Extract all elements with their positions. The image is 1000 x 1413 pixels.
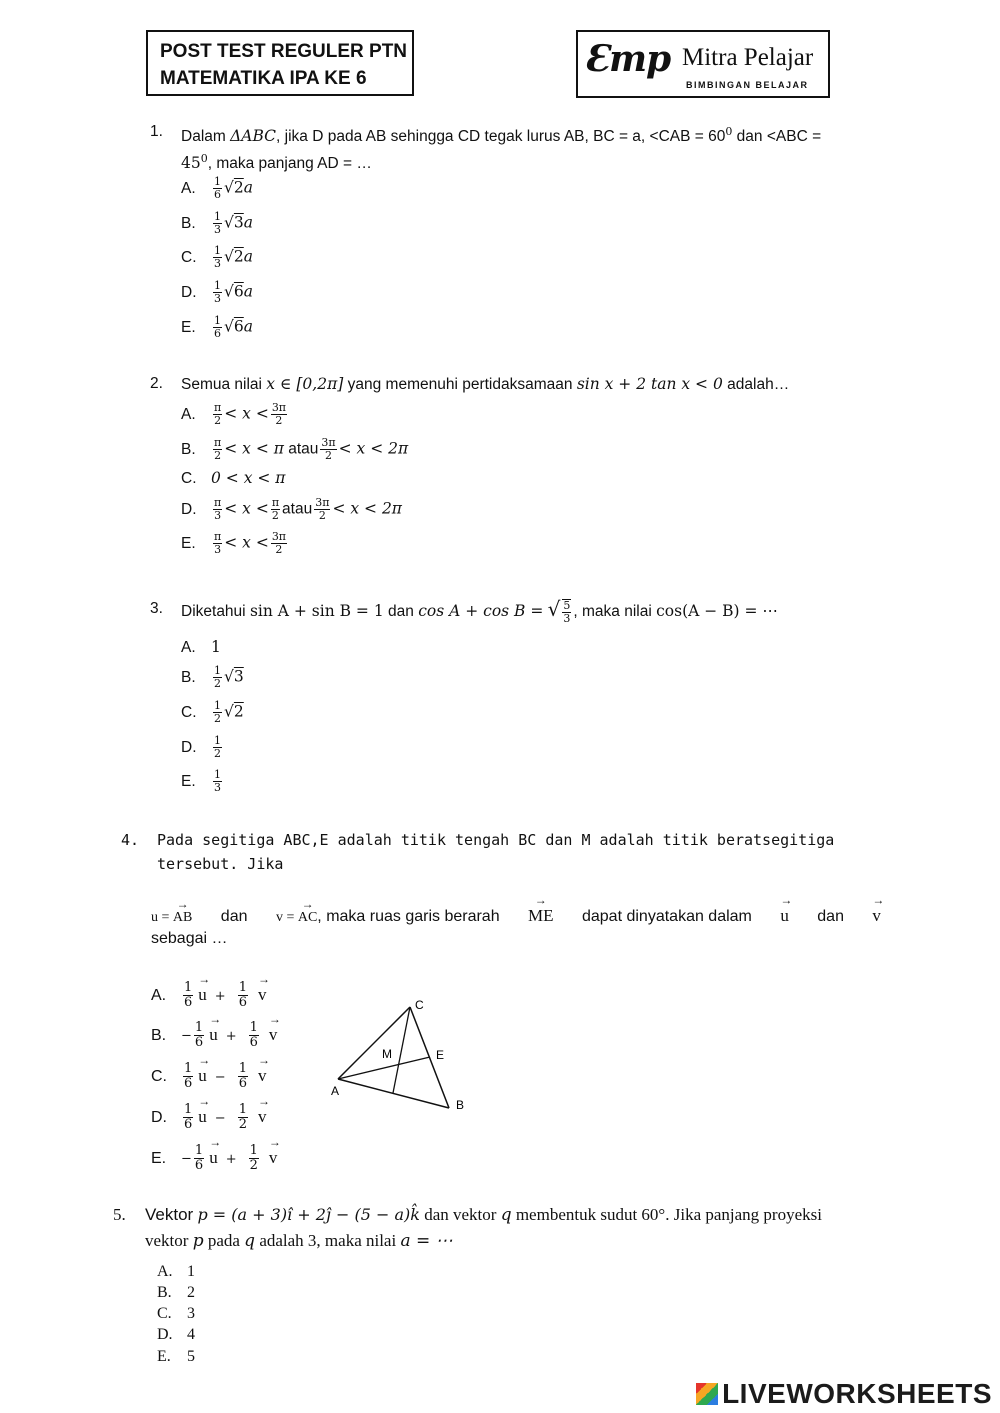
q3-math: sin A + sin B = 1 [249, 602, 384, 620]
q4-option-c[interactable]: C. $\frac{1}{6}$ → u − $\frac{1}{6}$ → v [151, 1062, 266, 1091]
question-number: 3. [150, 600, 163, 617]
q2-option-d[interactable]: D. $\frac{\pi}{3}$ < x < $\frac{\pi}{2}$ atau $\frac{3\pi}{2}$ < x < 2π [181, 496, 402, 522]
question-number: 4. [121, 831, 140, 849]
q3-math: cos A + cos B = [418, 602, 544, 620]
question-number: 2. [150, 375, 163, 392]
q5-option-e[interactable]: E. 5 [157, 1348, 195, 1365]
q1-text: , maka panjang AD = … [207, 155, 372, 173]
q1-abc: ΔABC [230, 127, 277, 146]
q3-option-e[interactable]: E. $\frac{1}{3}$ [181, 768, 221, 794]
q1-text: Dalam [181, 128, 231, 146]
title-line-2: MATEMATIKA IPA KE 6 [160, 68, 367, 89]
q2-option-c[interactable]: C. 0 < x < π [181, 469, 286, 487]
q3-option-a[interactable]: A. 1 [181, 638, 221, 656]
q1-text: dan <ABC = [732, 128, 822, 146]
q1-option-a[interactable]: A. $\frac{1}{6}$ √2a [181, 175, 254, 201]
sqrt-sign: √ [547, 597, 561, 621]
question-1 [150, 121, 850, 175]
q2-option-b[interactable]: B. $\frac{\pi}{2}$ < x < π atau $\frac{3\pi}{2}$ < x < 2π [181, 436, 409, 462]
q2-text: yang memenuhi pertidaksamaan [343, 376, 577, 393]
q3-text: , maka nilai [573, 603, 657, 620]
q1-text: , jika D pada AB sehingga CD tegak lurus AB, BC = a, <CAB = 60 [276, 128, 726, 146]
q1-option-d[interactable]: D. $\frac{1}{3}$ √6a [181, 279, 254, 305]
q3-option-d[interactable]: D. $\frac{1}{2}$ [181, 734, 221, 760]
q4-text: sebagai … [151, 930, 228, 947]
question-2 [150, 373, 870, 396]
q4-option-e[interactable]: E. − $\frac{1}{6}$ → u + $\frac{1}{2}$ → v [151, 1144, 277, 1173]
q5-option-c[interactable]: C. 3 [157, 1305, 195, 1322]
logo [576, 30, 830, 98]
q2-text: Semua nilai [181, 376, 267, 393]
q3-text: Diketahui [181, 603, 250, 620]
question-3: 3. Diketahui sin A + sin B = 1 dan cos A + cos B = √ $\frac{5}{3}$ , maka nilai cos(A − B) = ⋯ [150, 597, 778, 625]
q3-option-b[interactable]: B. $\frac{1}{2}$ √3 [181, 664, 244, 690]
q1-degree: 0 [725, 125, 733, 138]
liveworksheets-icon [696, 1383, 718, 1405]
q1-value: 45 [181, 154, 201, 173]
q3-option-c[interactable]: C. $\frac{1}{2}$ √2 [181, 699, 244, 725]
q2-math: x ∈ [0,2π] [266, 375, 344, 393]
label-m: M [382, 1047, 392, 1061]
q4-text: tersebut. Jika [157, 855, 284, 873]
question-5: 5. Vektor p = (a + 3)î + 2ĵ − (5 − a)k̂ dan vektor q membentuk sudut 60°. Jika panjang proyeksi vektor p pada q adalah 3, maka nilai a = ⋯ [113, 1202, 893, 1254]
q1-option-e[interactable]: E. $\frac{1}{6}$ √6a [181, 314, 254, 340]
triangle-diagram [325, 995, 475, 1120]
q5-option-a[interactable]: A. 1 [157, 1263, 195, 1280]
logo-script: Ɛmp [584, 38, 671, 80]
q5-option-b[interactable]: B. 2 [157, 1284, 195, 1301]
question-number: 5. [113, 1205, 126, 1224]
q2-math: sin x + 2 tan x < 0 [576, 375, 723, 393]
logo-name: Mitra Pelajar [682, 44, 814, 71]
question-4 [121, 828, 861, 876]
logo-subtitle: BIMBINGAN BELAJAR [686, 80, 809, 90]
title-line-1: POST TEST REGULER PTN [160, 41, 408, 62]
q1-option-b[interactable]: B. $\frac{1}{3}$ √3a [181, 210, 254, 236]
q4-vector-definition: u = → AB dan v = → AC, maka ruas garis berarah → ME dapat dinyatakan dalam → u dan → v sebagai … [151, 906, 881, 948]
q2-option-a[interactable]: A. $\frac{\pi}{2}$ < x < $\frac{3\pi}{2}$ [181, 401, 287, 427]
q5-option-d[interactable]: D. 4 [157, 1326, 195, 1343]
q3-math: cos(A − B) = ⋯ [656, 602, 778, 620]
label-a: A [331, 1084, 340, 1098]
q1-option-c[interactable]: C. $\frac{1}{3}$ √2a [181, 244, 254, 270]
question-number: 1. [150, 123, 163, 140]
q1-degree: 0 [200, 152, 208, 166]
q4-text: Pada segitiga ABC,E adalah titik tengah BC dan M adalah titik beratsegitiga [157, 831, 835, 849]
q4-option-a[interactable]: A. $\frac{1}{6}$ → u + $\frac{1}{6}$ → v [151, 981, 266, 1010]
label-e: E [436, 1048, 445, 1062]
q2-text: adalah… [722, 376, 790, 393]
q4-option-b[interactable]: B. − $\frac{1}{6}$ → u + $\frac{1}{6}$ → v [151, 1021, 277, 1050]
liveworksheets-logo[interactable]: LIVEWORKSHEETS [696, 1378, 992, 1410]
label-b: B [456, 1098, 465, 1112]
title-box [146, 30, 414, 96]
q4-option-d[interactable]: D. $\frac{1}{6}$ → u − $\frac{1}{2}$ → v [151, 1103, 266, 1132]
label-c: C [415, 998, 424, 1012]
q3-text: dan [383, 603, 419, 620]
q2-option-e[interactable]: E. $\frac{\pi}{3}$ < x < $\frac{3\pi}{2}$ [181, 530, 287, 556]
